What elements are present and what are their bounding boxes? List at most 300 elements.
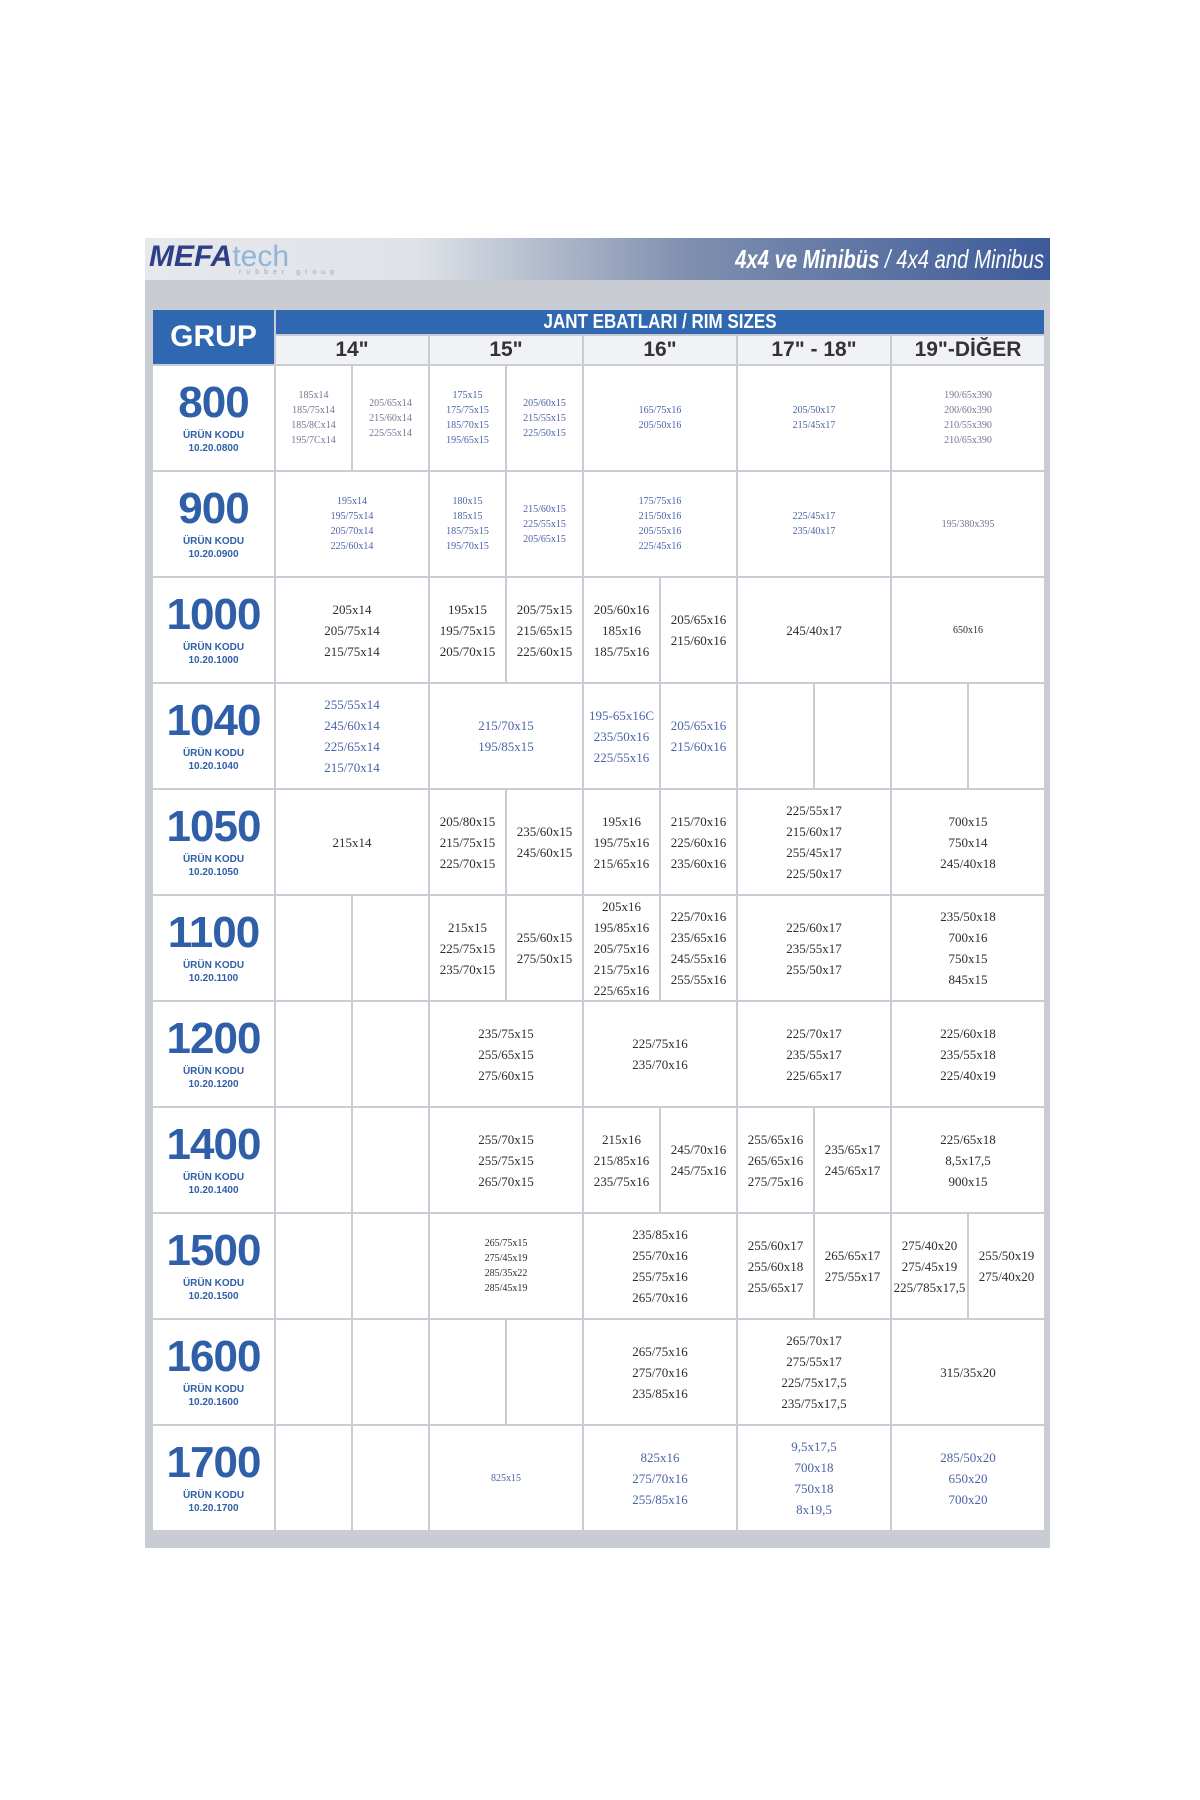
tire-size: 215/70x16 [670,813,727,829]
tire-size: 225/55x14 [369,427,412,439]
empty-cell [815,684,890,788]
tire-size: 205/65x16 [670,718,727,733]
logo-tech: tech [232,240,290,273]
size-cell [430,1108,582,1212]
tire-size: 235/65x16 [670,930,727,945]
size-header: 19"-DİĞER [892,336,1044,364]
size-cell [892,472,1044,576]
group-number: 800 [178,378,249,427]
group-number: 1600 [166,1332,261,1381]
size-cell [584,366,736,470]
tire-size: 235/55x17 [786,1046,842,1062]
size-cell [738,896,890,1000]
tire-size: 235/85x16 [632,1227,688,1242]
tire-size: 205/80x15 [439,813,496,829]
group-cell [153,1426,274,1530]
size-cell [892,1214,967,1318]
tire-size: 185/75x16 [593,643,650,659]
tire-size: 285/50x20 [940,1449,996,1465]
tire-size: 275/50x15 [516,951,573,966]
empty-cell [353,1426,428,1530]
tire-size: 700x18 [794,1460,834,1475]
tire-size: 750x18 [794,1481,834,1496]
tire-size: 235/55x17 [786,940,842,956]
size-cell [892,790,1044,894]
page-title [735,242,1044,276]
tire-size: 275/55x17 [824,1269,881,1284]
tire-size: 235/60x16 [670,855,727,871]
empty-cell [430,1320,505,1424]
tire-size: 205/70x15 [439,643,496,659]
product-code [183,429,244,455]
tire-size: 215/85x16 [593,1152,650,1168]
tire-size: 265/70x17 [786,1333,842,1348]
tire-size: 225/60x16 [670,834,727,850]
tire-size: 205x16 [602,898,641,914]
title-sep: / [879,244,897,274]
tire-size: 235/50x18 [940,909,996,924]
group-cell [153,684,274,788]
tire-size: 195/75x14 [330,511,374,522]
tire-size: 235/75x17,5 [781,1396,847,1411]
product-code-value: 10.20.1000 [188,655,239,666]
tire-size: 215x15 [448,919,487,935]
tire-size: 255/50x17 [786,961,842,977]
size-header: 14" [276,336,428,364]
tire-size: 275/40x20 [901,1237,958,1253]
tire-size: 195/75x16 [593,834,650,850]
empty-cell [353,1214,428,1318]
tire-size: 700x16 [948,930,988,945]
rim-sizes-header [276,310,1044,334]
size-cell [430,790,505,894]
tire-size: 225/65x14 [324,739,380,754]
group-number: 900 [178,484,249,533]
tire-size: 700x20 [948,1491,988,1507]
empty-cell [276,1002,351,1106]
tire-size: 215/65x15 [516,622,573,638]
tire-size: 235/60x15 [516,824,573,839]
tire-size: 245/40x17 [786,622,842,638]
tire-size: 700x15 [948,813,988,829]
tire-size: 205/65x16 [670,612,727,627]
tire-size: 255/85x16 [632,1491,688,1507]
product-code-value: 10.20.1200 [188,1079,239,1090]
tire-size: 225/70x17 [786,1025,842,1041]
empty-cell [276,896,351,1000]
size-cell [430,896,505,1000]
tire-size: 245/65x17 [824,1163,881,1178]
tire-size: 225/50x17 [786,866,842,881]
tire-size: 200/60x390 [944,405,992,416]
tire-size: 255/55x14 [324,697,380,712]
tire-size: 285/35x22 [484,1268,528,1279]
product-code-value: 10.20.1500 [188,1291,239,1302]
tire-size: 195/70x15 [446,541,489,552]
tire-size: 8,5x17,5 [945,1152,991,1168]
tire-size: 175/75x16 [638,496,682,507]
group-header: GRUP [153,310,274,364]
tire-size: 215/70x14 [324,760,380,775]
tire-size: 285/45x19 [484,1283,528,1294]
product-code-label: ÜRÜN KODU [182,430,245,441]
tire-size: 225/50x15 [523,427,566,439]
product-code [183,747,244,773]
tire-size: 215/65x16 [593,855,650,871]
size-cell [738,366,890,470]
tire-size: 235/55x18 [940,1046,996,1062]
tire-size: 185/8Cx14 [291,420,336,431]
group-number: 1040 [166,696,261,745]
tire-size: 185/75x15 [446,526,489,537]
product-code-label: ÜRÜN KODU [182,1384,245,1395]
product-code-label: ÜRÜN KODU [182,854,245,865]
empty-cell [276,1108,351,1212]
tire-size: 215/55x15 [523,412,566,424]
group-number: 1200 [166,1014,261,1063]
size-cell [738,1426,890,1530]
tire-size: 265/70x15 [478,1173,534,1189]
size-cell [661,1108,736,1212]
product-code [183,1065,244,1091]
product-code-label: ÜRÜN KODU [182,536,245,547]
group-cell [153,1320,274,1424]
tire-size: 225/45x17 [792,511,836,522]
size-cell [584,1426,736,1530]
size-cell [738,1108,813,1212]
group-cell [153,1214,274,1318]
size-cell [507,366,582,470]
tire-size: 175/75x15 [446,405,489,416]
tire-size: 845x15 [948,972,988,987]
size-cell [892,1002,1044,1106]
tire-size: 215x16 [602,1131,641,1147]
group-cell [153,1108,274,1212]
tire-size: 825x16 [640,1449,680,1465]
size-cell [661,790,736,894]
size-cell [661,684,736,788]
product-code [183,1171,244,1197]
size-cell [892,366,1044,470]
size-cell [584,472,736,576]
size-cell [738,1002,890,1106]
product-code-value: 10.20.0900 [188,549,239,560]
product-code-value: 10.20.0800 [188,443,239,454]
tire-size: 245/75x16 [670,1163,727,1178]
size-cell [276,578,428,682]
group-cell [153,1002,274,1106]
tire-size: 215/75x16 [593,961,650,977]
empty-cell [507,1320,582,1424]
tire-size: 235/50x16 [593,728,650,744]
tire-size: 205/50x16 [638,420,682,431]
tire-size: 275/60x15 [478,1067,534,1083]
tire-size: 245/55x16 [670,951,727,966]
tire-size: 750x15 [948,951,988,966]
empty-cell [276,1426,351,1530]
tire-size: 185x14 [298,390,329,401]
product-code-label: ÜRÜN KODU [182,748,245,759]
size-cell [661,578,736,682]
tire-size: 275/45x19 [484,1253,528,1264]
tire-size: 190/65x390 [944,390,992,401]
tire-size: 235/75x16 [593,1173,650,1189]
tire-size: 225/45x16 [638,541,682,552]
tire-size: 215/75x15 [439,834,496,850]
size-cell [430,472,505,576]
group-cell [153,366,274,470]
tire-size: 210/65x390 [944,435,992,446]
tire-size: 255/75x15 [478,1152,534,1168]
tire-size: 255/65x15 [478,1046,534,1062]
size-header: 16" [584,336,736,364]
product-code-label: ÜRÜN KODU [182,1278,245,1289]
tire-size: 265/75x16 [632,1343,688,1359]
tire-size: 225/60x18 [940,1025,996,1041]
empty-cell [276,1320,351,1424]
tire-size: 275/70x16 [632,1364,688,1380]
product-code-value: 10.20.1700 [188,1503,239,1514]
size-cell [276,684,428,788]
size-cell [430,684,582,788]
empty-cell [892,684,967,788]
size-cell [815,1108,890,1212]
tire-size: 205/70x14 [330,526,374,537]
tire-size: 195-65x16C [589,707,654,723]
tire-size: 205/65x15 [523,533,566,545]
size-cell [584,1320,736,1424]
tire-size: 275/55x17 [786,1354,842,1369]
tire-size: 180x15 [452,496,483,507]
size-cell [584,1108,659,1212]
rim-sizes-header-label: JANT EBATLARI / RIM SIZES [543,310,777,333]
tire-size: 205/50x17 [792,405,836,416]
tire-size: 215/50x16 [638,511,682,522]
empty-cell [276,1214,351,1318]
group-number: 1500 [166,1226,261,1275]
group-number: 1700 [166,1438,261,1487]
tire-size: 235/40x17 [792,526,836,537]
size-cell [584,578,659,682]
empty-cell [738,684,813,788]
tire-size: 265/65x17 [824,1248,881,1263]
size-cell [584,684,659,788]
tire-size: 195/75x15 [439,622,496,638]
tire-size: 225/75x16 [632,1036,688,1051]
size-cell [661,896,736,1000]
group-cell [153,896,274,1000]
tire-size: 255/55x16 [670,972,727,987]
tire-size: 205x14 [332,601,372,617]
product-code-value: 10.20.1600 [188,1397,239,1408]
tire-size: 255/70x15 [478,1131,534,1147]
tire-size: 225/60x14 [330,541,374,552]
tire-size: 215/45x17 [792,420,836,431]
product-code-label: ÜRÜN KODU [182,960,245,971]
group-cell [153,790,274,894]
size-cell [430,366,505,470]
size-cell [584,790,659,894]
tire-size: 225/55x17 [786,803,842,818]
tire-size: 245/60x15 [516,845,573,860]
tire-size: 215/60x17 [786,824,842,839]
tire-size: 225/55x16 [593,749,650,765]
tire-size: 205/75x16 [593,940,650,956]
product-code-value: 10.20.1400 [188,1185,239,1196]
tire-size: 750x14 [948,834,988,850]
size-cell [507,472,582,576]
product-code-label: ÜRÜN KODU [182,642,245,653]
size-cell [892,896,1044,1000]
size-cell [276,790,428,894]
size-cell [892,1320,1044,1424]
size-cell [507,896,582,1000]
empty-cell [969,684,1044,788]
tire-size: 825x15 [491,1472,521,1484]
size-cell [430,1214,582,1318]
tire-size: 255/60x18 [747,1258,804,1274]
size-cell [430,1002,582,1106]
header-bar [145,238,1050,280]
size-cell [276,366,351,470]
tire-size: 215x14 [332,834,372,850]
tire-size: 275/75x16 [747,1173,804,1189]
tire-size: 255/60x15 [516,930,573,945]
tire-size: 225/65x17 [786,1067,842,1083]
size-cell [738,790,890,894]
product-code [183,959,244,985]
tire-size: 225/70x16 [670,909,727,924]
tire-size: 245/70x16 [670,1142,727,1157]
size-cell [276,472,428,576]
tire-size: 205/75x14 [324,622,380,638]
product-code [183,1277,244,1303]
tire-size: 255/50x19 [978,1248,1035,1263]
size-cell [584,1214,736,1318]
tire-size: 275/70x16 [632,1470,688,1486]
product-code-value: 10.20.1100 [188,973,239,984]
title-en: 4x4 and Minibus [896,244,1044,274]
empty-cell [353,1320,428,1424]
size-cell [738,1320,890,1424]
group-number: 1100 [167,908,260,957]
tire-size: 275/40x20 [978,1269,1035,1284]
tire-size: 235/65x17 [824,1142,881,1157]
tire-size: 165/75x16 [638,405,682,416]
tire-size: 225/75x17,5 [781,1375,847,1390]
tire-size: 255/75x16 [632,1269,688,1284]
size-cell [969,1214,1044,1318]
group-cell [153,472,274,576]
group-number: 1000 [166,590,261,639]
tire-size: 225/70x15 [439,855,496,871]
size-cell [892,578,1044,682]
empty-cell [353,896,428,1000]
product-code-label: ÜRÜN KODU [182,1066,245,1077]
group-number: 1400 [166,1120,261,1169]
tire-size: 195x16 [602,813,641,829]
product-code-label: ÜRÜN KODU [182,1490,245,1501]
size-cell [738,472,890,576]
tire-size: 225/60x17 [786,919,842,935]
tire-size: 265/70x16 [632,1290,688,1305]
tire-size: 215/60x14 [369,412,412,424]
tire-size: 215/60x16 [670,739,727,754]
tire-size: 225/65x18 [940,1131,996,1147]
tire-size: 195x14 [337,496,367,507]
product-sheet [145,238,1050,1548]
size-header: 17" - 18" [738,336,890,364]
tire-size: 195/7Cx14 [291,435,336,446]
tire-size: 185x16 [602,622,641,638]
tire-size: 255/65x16 [747,1131,804,1147]
size-header: 15" [430,336,582,364]
size-cell [430,1426,582,1530]
tire-size: 195/85x16 [593,919,650,935]
tire-size: 255/45x17 [786,845,842,860]
product-code [183,853,244,879]
product-code-value: 10.20.1050 [188,867,239,878]
tire-size: 215/70x15 [478,718,534,733]
tire-size: 205/60x15 [523,397,566,409]
tire-size: 315/35x20 [940,1364,996,1380]
title-tr: 4x4 ve Minibüs [735,244,880,274]
size-cell [507,578,582,682]
product-code-label: ÜRÜN KODU [182,1172,245,1183]
tire-size: 255/65x17 [747,1279,804,1295]
empty-cell [353,1002,428,1106]
tire-size: 225/55x15 [523,518,566,530]
product-code [183,1489,244,1515]
size-cell [584,896,659,1000]
logo-mefa: MEFA [149,240,233,273]
tire-size: 265/75x15 [484,1238,528,1249]
product-code-value: 10.20.1040 [188,761,239,772]
tire-size: 9,5x17,5 [791,1439,837,1454]
tire-size: 650x16 [953,624,983,636]
tire-size: 245/40x18 [940,855,996,871]
tire-size: 235/75x15 [478,1025,534,1041]
tire-size: 8x19,5 [796,1502,832,1517]
tire-size: 185/70x15 [446,420,489,431]
tire-size: 275/45x19 [901,1258,958,1274]
group-cell [153,578,274,682]
product-code [183,641,244,667]
tire-size: 195x15 [448,601,487,617]
tire-size: 900x15 [948,1173,988,1189]
tire-size: 235/85x16 [632,1385,688,1401]
tire-size: 210/55x390 [944,420,992,431]
tire-size: 235/70x15 [439,961,496,977]
size-cell [507,790,582,894]
tire-size: 245/60x14 [324,718,380,733]
product-code [183,535,244,561]
tire-size: 185x15 [452,511,483,522]
tire-size: 185/75x14 [292,405,335,416]
empty-cell [353,1108,428,1212]
tire-size: 265/65x16 [747,1152,804,1168]
tire-size: 215/60x16 [670,633,727,648]
tire-size: 225/60x15 [516,643,573,659]
tire-size: 225/75x15 [439,940,496,956]
size-cell [738,578,890,682]
brand-logo [149,240,339,278]
tire-size: 205/65x14 [369,397,412,409]
size-cell [584,1002,736,1106]
logo-tagline: rubber group [239,269,340,276]
product-code [183,1383,244,1409]
tire-size: 225/40x19 [940,1067,996,1083]
